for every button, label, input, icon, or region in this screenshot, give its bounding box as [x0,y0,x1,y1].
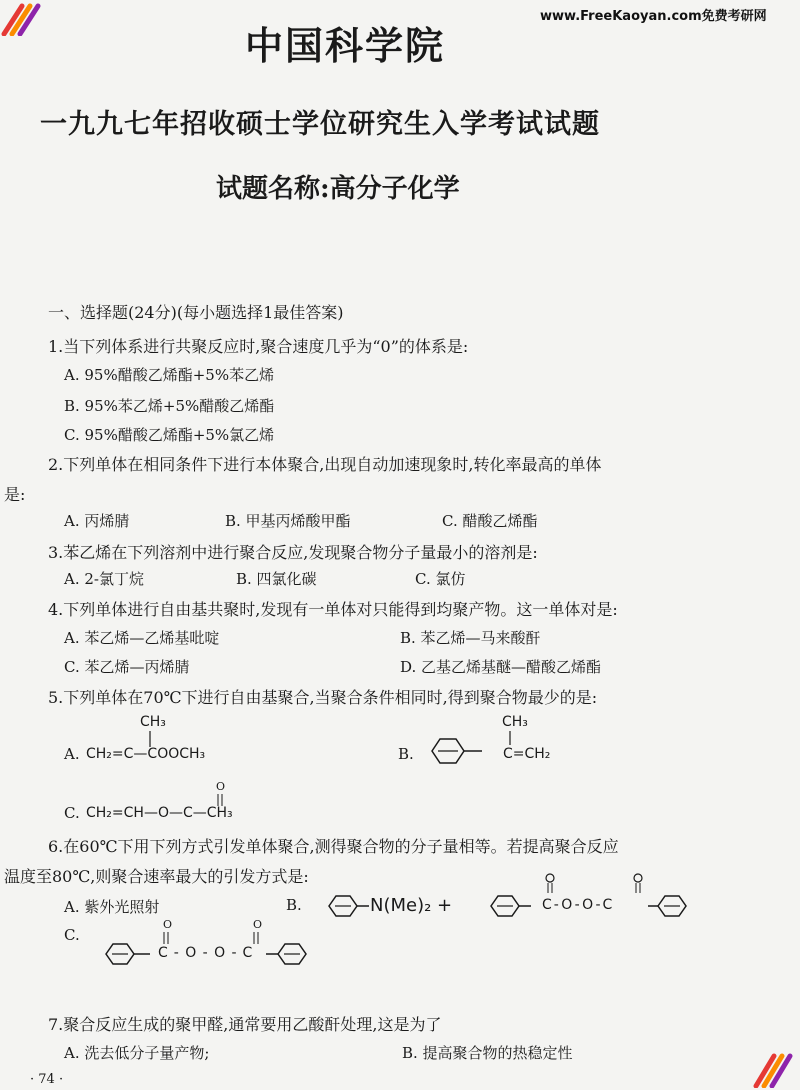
institution-title: 中国科学院 [245,23,446,68]
q6-option-c-formula: C-O-O-C [158,945,259,961]
q4-option-b: B. 苯乙烯—马来酸酐 [400,629,541,647]
benzene-ring-icon [648,892,692,920]
q5-option-b-label: B. [398,745,414,763]
q5-option-a-label: A. [64,745,80,763]
q6-c-oxygen-2: O [253,918,263,931]
q3-option-b: B. 四氯化碳 [236,570,317,588]
q4-option-c: C. 苯乙烯—丙烯腈 [64,658,190,676]
q6-option-b-label: B. [286,896,302,914]
q5-option-c-label: C. [64,804,80,822]
subject-title: 试题名称:高分子化学 [216,174,460,204]
q7-stem: 7.聚合反应生成的聚甲醛,通常要用乙酸酐处理,这是为了 [48,1015,442,1034]
q6-c-double-bonds [162,932,262,944]
q3-option-c: C. 氯仿 [415,570,466,588]
q6-c-oxygen-1: O [163,918,173,931]
q2-option-c: C. 醋酸乙烯酯 [442,512,538,530]
q4-option-a: A. 苯乙烯—乙烯基吡啶 [64,629,220,647]
q2-option-b: B. 甲基丙烯酸甲酯 [225,512,351,530]
benzene-ring-icon [420,734,484,768]
q5-stem: 5.下列单体在70℃下进行自由基聚合,当聚合条件相同时,得到聚合物最少的是: [48,688,598,707]
q6-stem-cont: 温度至80℃,则聚合速率最大的引发方式是: [4,867,309,886]
section-title: 一、选择题(24分)(每小题选择1最佳答案) [48,303,344,322]
q1-option-c: C. 95%醋酸乙烯酯+5%氯乙烯 [64,426,275,444]
carbonyl-oxygens [540,872,650,894]
q6-option-a: A. 紫外光照射 [64,898,160,916]
benzene-ring-icon [487,892,531,920]
q1-option-a: A. 95%醋酸乙烯酯+5%苯乙烯 [64,366,275,384]
q6-option-b-formula-2: C-O-O-C [542,897,615,913]
q5-option-b-formula: C=CH₂ [503,746,551,762]
q1-stem: 1.当下列体系进行共聚反应时,聚合速度几乎为“0”的体系是: [48,337,469,356]
freekaoyan-logo-top [0,0,44,36]
q4-stem: 4.下列单体进行自由基共聚时,发现有一单体对只能得到均聚产物。这一单体对是: [48,600,618,619]
q5-a-methyl: CH₃ [140,714,166,730]
q1-option-b: B. 95%苯乙烯+5%醋酸乙烯酯 [64,397,275,415]
q2-stem: 2.下列单体在相同条件下进行本体聚合,出现自动加速现象时,转化率最高的单体 [48,455,602,474]
benzene-ring-icon [266,940,316,968]
exam-title: 一九九七年招收硕士学位研究生入学考试试题 [40,109,600,140]
site-url: www.FreeKaoyan.com免费考研网 [540,9,767,24]
q5-b-methyl: CH₃ [502,714,528,730]
benzene-ring-icon [325,892,369,920]
q5-c-oxygen: O [216,780,226,793]
q5-a-bond [148,731,152,747]
q5-option-a-formula: CH₂=C—COOCH₃ [86,746,206,762]
q6-option-b-formula-1: N(Me)₂ + [370,895,453,916]
q7-option-a: A. 洗去低分子量产物; [64,1044,210,1062]
q2-option-a: A. 丙烯腈 [64,512,130,530]
benzene-ring-icon [102,940,150,968]
q2-stem-cont: 是: [4,485,26,504]
freekaoyan-logo-bottom [752,1050,798,1088]
q7-option-b: B. 提高聚合物的热稳定性 [402,1044,573,1062]
page-number: · 74 · [30,1072,64,1087]
q4-option-d: D. 乙基乙烯基醚—醋酸乙烯酯 [400,658,602,676]
q3-stem: 3.苯乙烯在下列溶剂中进行聚合反应,发现聚合物分子量最小的溶剂是: [48,543,538,562]
q3-option-a: A. 2-氯丁烷 [64,570,144,588]
q5-b-bond [508,731,512,745]
q6-option-c-label: C. [64,926,80,944]
q5-option-c-formula: CH₂=CH—O—C—CH₃ [86,805,233,821]
q6-stem: 6.在60℃下用下列方式引发单体聚合,测得聚合物的分子量相等。若提高聚合反应 [48,837,619,856]
